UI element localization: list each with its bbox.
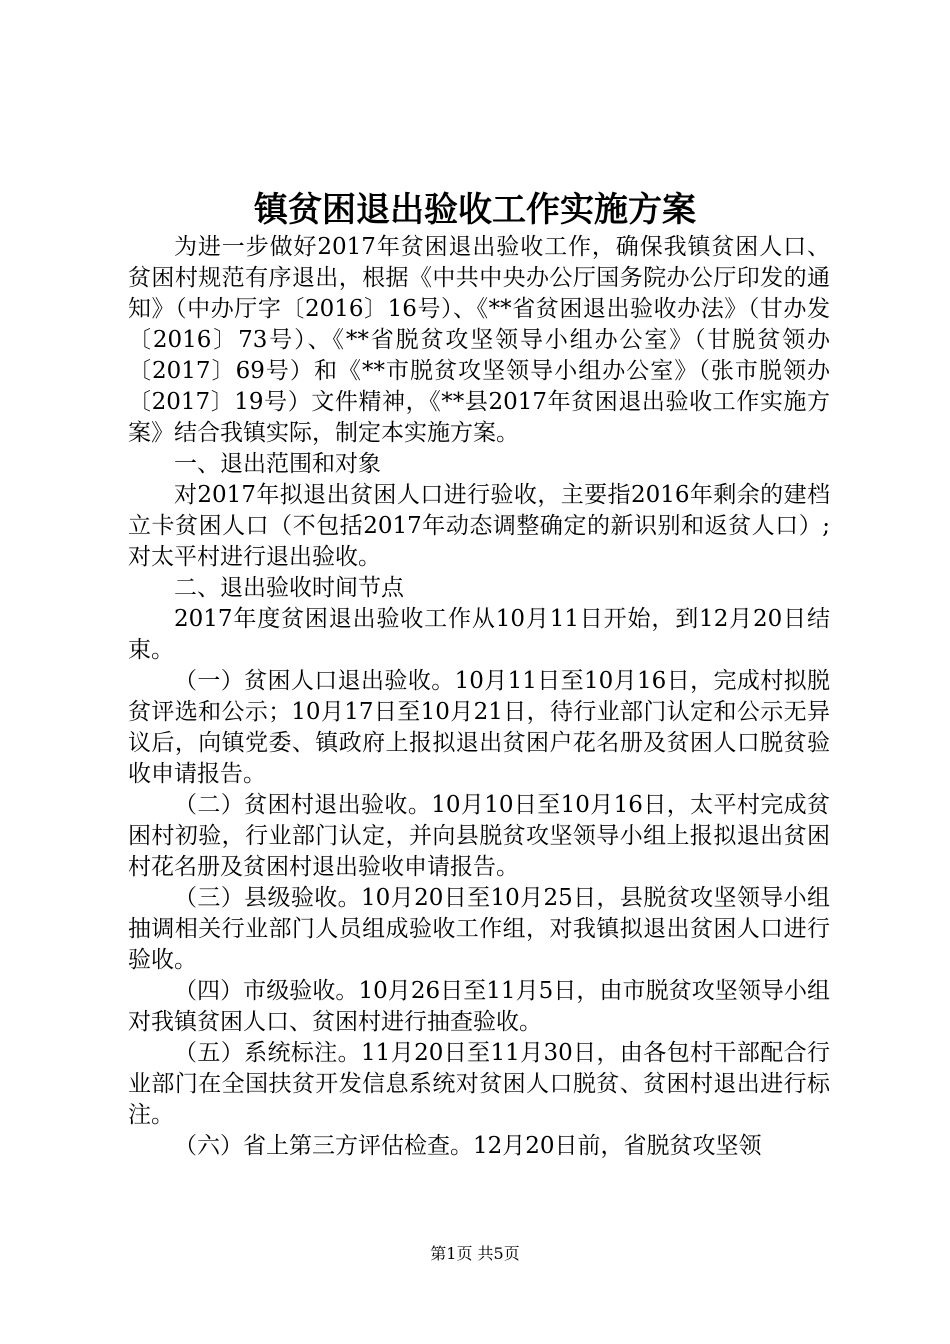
paragraph-intro: 为进一步做好2017年贫困退出验收工作，确保我镇贫困人口、贫困村规范有序退出，根据《中共中央办公厅国务院办公厅印发的通知》（中办厅字〔2016〕16号）、《**省贫困退出验收办法》（甘办发〔2016〕73号）、《**省脱贫攻坚领导小组办公室》（甘脱贫领办〔2017〕69号）和《**市脱贫攻坚领导小组办公室》（张市脱领办〔2017〕19号）文件精神，《**县2017年贫困退出验收工作实施方案》结合我镇实际，制定本实施方案。 bbox=[128, 234, 830, 446]
document-body bbox=[128, 232, 830, 1162]
document-title: 镇贫困退出验收工作实施方案 bbox=[254, 190, 696, 230]
page-footer: 第1页 共5页 bbox=[430, 1244, 520, 1263]
paragraph-item-2: （二）贫困村退出验收。10月10日至10月16日，太平村完成贫困村初验，行业部门认定，并向县脱贫攻坚领导小组上报拟退出贫困村花名册及贫困村退出验收申请报告。 bbox=[128, 792, 830, 880]
section-heading-2: 二、退出验收时间节点 bbox=[174, 575, 404, 601]
paragraph-scope: 对2017年拟退出贫困人口进行验收，主要指2016年剩余的建档立卡贫困人口（不包括2017年动态调整确定的新识别和返贫人口）;对太平村进行退出验收。 bbox=[128, 482, 830, 570]
paragraph-item-4: （四）市级验收。10月26日至11月5日，由市脱贫攻坚领导小组对我镇贫困人口、贫困村进行抽查验收。 bbox=[128, 978, 830, 1035]
paragraph-item-3: （三）县级验收。10月20日至10月25日，县脱贫攻坚领导小组抽调相关行业部门人员组成验收工作组，对我镇拟退出贫困人口进行验收。 bbox=[128, 885, 830, 973]
paragraph-item-6: （六）省上第三方评估检查。12月20日前，省脱贫攻坚领 bbox=[174, 1133, 762, 1159]
paragraph-item-5: （五）系统标注。11月20日至11月30日，由各包村干部配合行业部门在全国扶贫开发信息系统对贫困人口脱贫、贫困村退出进行标注。 bbox=[128, 1040, 830, 1128]
paragraph-timeline: 2017年度贫困退出验收工作从10月11日开始，到12月20日结束。 bbox=[128, 606, 830, 663]
section-heading-1: 一、退出范围和对象 bbox=[174, 451, 381, 477]
paragraph-item-1: （一）贫困人口退出验收。10月11日至10月16日，完成村拟脱贫评选和公示；10月17日至10月21日，待行业部门认定和公示无异议后，向镇党委、镇政府上报拟退出贫困户花名册及贫困人口脱贫验收申请报告。 bbox=[128, 668, 830, 787]
